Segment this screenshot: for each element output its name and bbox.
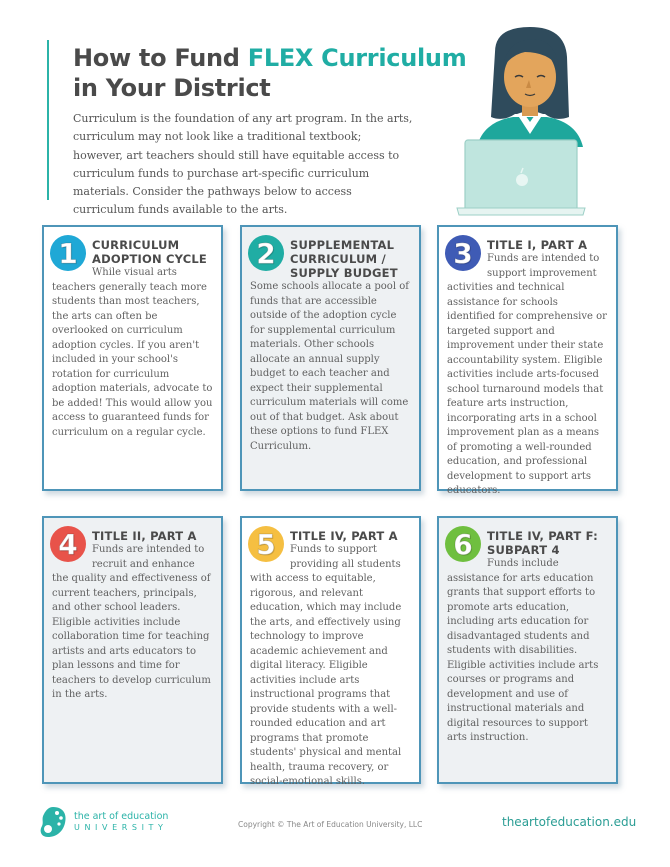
- teacher-with-laptop-illustration: [455, 22, 605, 217]
- card-body: While visual arts teachers generally teach more students than most teachers, the arts can often be overlooked on curriculum adoption cycles. If you aren't included in your school's rotation for curriculum adoption materials, advocate to be added! This would allow you access to guaranteed funds for curriculum on a regular cycle.: [52, 267, 213, 438]
- number-badge-3: 3: [445, 235, 481, 271]
- card-title: CURRICULUM ADOPTION CYCLE: [92, 238, 207, 266]
- card-title: TITLE IV, PART A: [290, 529, 398, 543]
- funding-card-curriculum-adoption: [42, 225, 223, 491]
- website-link[interactable]: theartofeducation.edu: [502, 815, 637, 829]
- funding-card-supplemental-budget: [240, 225, 421, 491]
- number-badge-6: 6: [445, 526, 481, 562]
- card-body: Funds include assistance for arts education grants that support efforts to promote arts education, including arts education for disadvantaged students and students with disabilities. Eligible activities include arts courses or programs and development and use of instructional materials and digital resources to support arts instruction.: [447, 558, 599, 743]
- logo-text-line1: the art of education: [74, 811, 169, 822]
- card-body: Funds are intended to support improvement activities and technical assistance for schools identified for comprehensive or targeted support and improvement under their state accountability system. Eligible activities include arts-focused school turnaround models that feature arts instruction, incorporating arts in a school improvement plan as a means of promoting a well-rounded education, and professional development to support arts educators.: [447, 253, 607, 496]
- footer-logo: [38, 805, 168, 839]
- intro-paragraph: Curriculum is the foundation of any art program. In the arts, curriculum may not look like a traditional textbook; however, art teachers should still have equitable access to curriculum funds to purchase art-specific curriculum materials. Consider the pathways below to access curriculum funds available to the arts.: [73, 112, 413, 217]
- card-title: TITLE I, PART A: [487, 238, 588, 252]
- card-body: Funds are intended to recruit and enhance the quality and effectiveness of current teachers, principals, and other school leaders. Eligible activities include collaboration time for teaching artists and arts educators to plan lessons and time for teachers to develop curriculum in the arts.: [52, 544, 211, 700]
- funding-card-title-4f: [437, 516, 618, 784]
- card-body: Funds to support providing all students with access to equitable, rigorous, and relevant education, which may include the arts, and effectively using technology to improve academic achievement and digital literacy. Eligible activities include arts instructional programs that provide students with a well-rounded education and art programs that promote students' physical and mental health, trauma recovery, or social-emotional skills.: [250, 544, 402, 787]
- decorative-left-rule: [47, 40, 49, 200]
- card-title: SUPPLEMENTAL CURRICULUM / SUPPLY BUDGET: [290, 238, 398, 280]
- funding-card-title-2: [42, 516, 223, 784]
- number-badge-5: 5: [248, 526, 284, 562]
- title-line2: in Your District: [73, 74, 271, 102]
- funding-card-title-1: [437, 225, 618, 496]
- copyright-text: Copyright © The Art of Education University, LLC: [238, 820, 423, 829]
- title-part1: How to Fund: [73, 44, 248, 72]
- number-badge-1: 1: [50, 235, 86, 271]
- card-title: TITLE IV, PART F: SUBPART 4: [487, 529, 598, 557]
- number-badge-4: 4: [50, 526, 86, 562]
- number-badge-2: 2: [248, 235, 284, 271]
- palette-icon: [38, 805, 68, 839]
- logo-text-line2: UNIVERSITY: [74, 823, 168, 832]
- page-title: [73, 43, 466, 103]
- card-body: Some schools allocate a pool of funds that are accessible outside of the adoption cycle for supplemental curriculum materials. Other schools allocate an annual supply budget to each teacher and expect their supplemental curriculum materials will come out of that budget. Ask about these options to fund FLEX Curriculum.: [250, 281, 409, 452]
- funding-card-title-4a: [240, 516, 421, 787]
- title-accent: FLEX Curriculum: [247, 44, 467, 72]
- card-title: TITLE II, PART A: [92, 529, 197, 543]
